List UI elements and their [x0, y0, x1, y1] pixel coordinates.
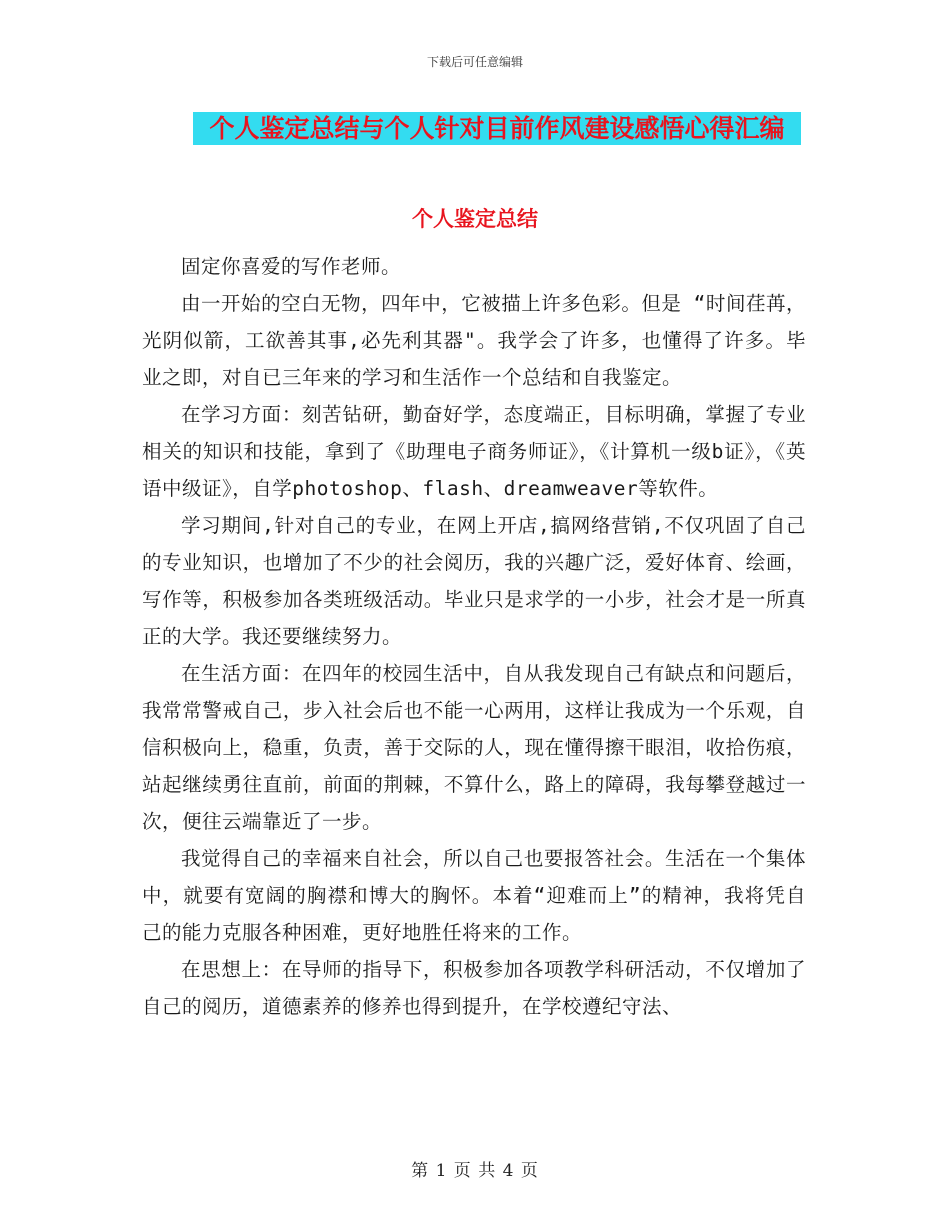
paragraph-3: 在学习方面：刻苦钻研，勤奋好学，态度端正，目标明确，掌握了专业相关的知识和技能，拿到了《助理电子商务师证》，《计算机一级b证》，《英语中级证》，自学photoshop、flash、dreamweaver等软件。 — [142, 403, 806, 500]
paragraph-1: 固定你喜爱的写作老师。 — [181, 255, 402, 278]
body-text — [142, 248, 806, 1025]
section-title: 个人鉴定总结 — [412, 207, 538, 231]
page-number-footer: 第 1 页 共 4 页 — [411, 1161, 539, 1181]
paragraph-4: 学习期间,针对自己的专业，在网上开店,搞网络营销,不仅巩固了自己的专业知识，也增加了不少的社会阅历，我的兴趣广泛，爱好体育、绘画，写作等，积极参加各类班级活动。毕业只是求学的一小步，社会才是一所真正的大学。我还要继续努力。 — [142, 514, 806, 648]
document-title: 个人鉴定总结与个人针对目前作风建设感悟心得汇编 — [193, 112, 801, 145]
paragraph-2: 由一开始的空白无物，四年中，它被描上许多色彩。但是 “时间荏苒，光阴似箭，工欲善其事,必先利其器"。我学会了许多，也懂得了许多。毕业之即，对自已三年来的学习和生活作一个总结和自我鉴定。 — [142, 292, 806, 389]
paragraph-5: 在生活方面：在四年的校园生活中，自从我发现自己有缺点和问题后，我常常警戒自己，步入社会后也不能一心两用，这样让我成为一个乐观，自信积极向上，稳重，负责，善于交际的人，现在懂得擦干眼泪，收拾伤痕，站起继续勇往直前，前面的荆棘，不算什么，路上的障碍，我每攀登越过一次，便往云端靠近了一步。 — [142, 662, 806, 833]
paragraph-7: 在思想上：在导师的指导下，积极参加各项教学科研活动，不仅增加了自己的阅历，道德素养的修养也得到提升，在学校遵纪守法、 — [142, 958, 806, 1018]
paragraph-6: 我觉得自己的幸福来自社会，所以自己也要报答社会。生活在一个集体中，就要有宽阔的胸襟和博大的胸怀。本着“迎难而上”的精神，我将凭自己的能力克服各种困难，更好地胜任将来的工作。 — [142, 847, 806, 944]
header-note: 下载后可任意编辑 — [426, 55, 523, 69]
